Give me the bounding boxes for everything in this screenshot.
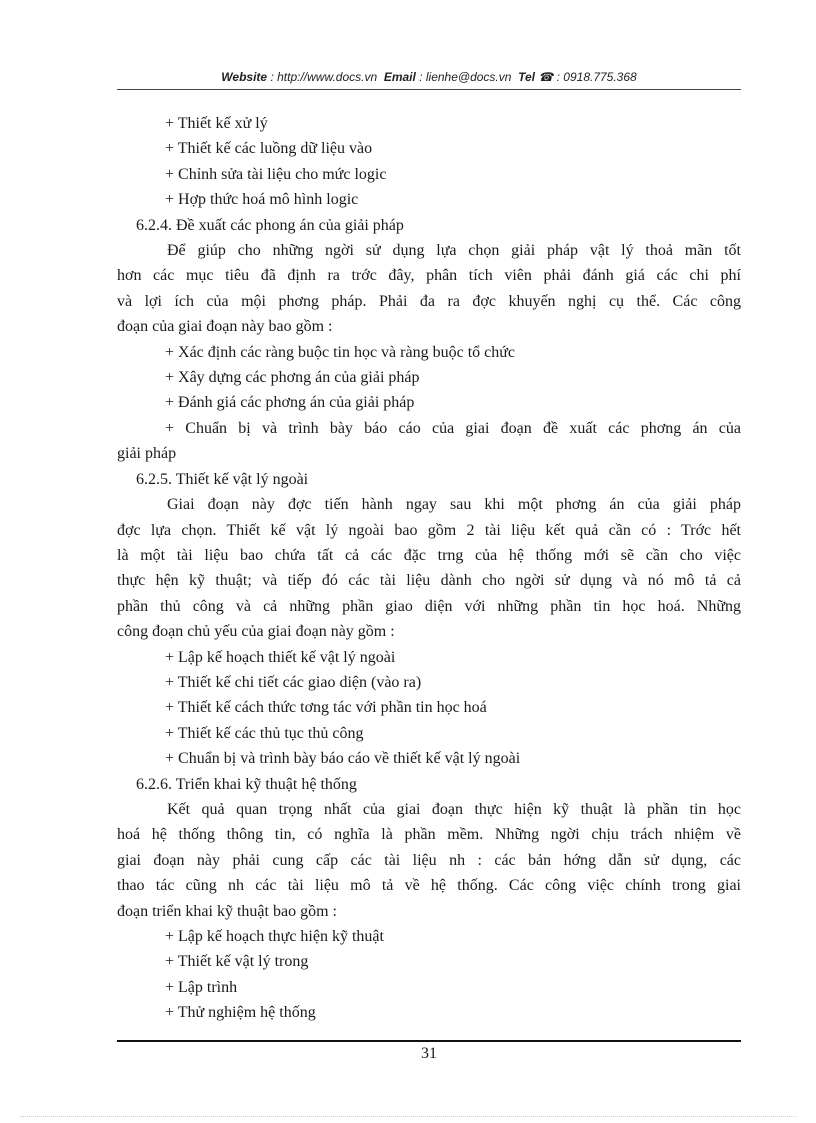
list-item: + Xây dựng các phơng án của giải pháp — [165, 369, 420, 387]
list-item: + Thiết kế chi tiết các giao diện (vào ra) — [165, 673, 422, 691]
email-label: Email — [383, 70, 416, 84]
paragraph-line: hơn các mục tiêu đã định ra trớc đây, phân tích viên phải đánh giá các chi phí — [117, 267, 741, 285]
section-heading: 6.2.6. Triển khai kỹ thuật hệ thống — [136, 775, 357, 793]
paragraph-line: hoá hệ thống thông tin, có nghĩa là phần mềm. Những ngời chịu trách nhiệm về — [117, 826, 741, 844]
paragraph-line: giải pháp — [117, 445, 177, 463]
paragraph-line: Kết quả quan trọng nhất của giai đoạn thực hiện kỹ thuật là phần tin học — [167, 800, 741, 818]
paragraph-line: phần thủ công và cả những phần giao diện với những phần tin học hoá. Những — [117, 597, 741, 615]
list-item: + Chuẩn bị và trình bày báo cáo của giai đoạn đề xuất các phơng án của — [165, 419, 741, 437]
list-item: + Lập trình — [165, 978, 238, 996]
list-item: + Hợp thức hoá mô hình logic — [165, 191, 359, 209]
section-heading: 6.2.5. Thiết kế vật lý ngoài — [136, 470, 309, 488]
list-item: + Chuẩn bị và trình bày báo cáo về thiết kế vật lý ngoài — [165, 750, 521, 768]
paragraph-line: thao tác cũng nh các tài liệu mô tả về hệ thống. Các công việc chính trong giai — [117, 877, 741, 895]
email-value: : lienhe@docs.vn — [419, 70, 512, 84]
page-header — [117, 70, 741, 84]
paragraph-line: công đoạn chủ yếu của giai đoạn này gồm : — [117, 623, 395, 641]
tel-value: ☎ : 0918.775.368 — [538, 70, 637, 84]
paragraph-line: và lợi ích của mội phơng pháp. Phải đa ra đợc khuyến nghị cụ thể. Các công — [117, 292, 741, 310]
list-item: + Đánh giá các phơng án của giải pháp — [165, 394, 415, 412]
page-bottom-dotted-rule — [20, 1116, 796, 1117]
paragraph-line: đợc lựa chọn. Thiết kế vật lý ngoài bao gồm 2 tài liệu kết quả cần có : Trớc hết — [117, 521, 741, 539]
list-item: + Thiết kế vật lý trong — [165, 953, 309, 971]
paragraph-line: Giai đoạn này đợc tiến hành ngay sau khi một phơng án của giải pháp — [167, 496, 741, 514]
list-item: + Thiết kế xử lý — [165, 115, 268, 132]
page-body — [117, 111, 741, 1026]
list-item: + Thử nghiệm hệ thống — [165, 1004, 316, 1022]
list-item: + Thiết kế cách thức tơng tác với phần tin học hoá — [165, 699, 487, 717]
list-item: + Lập kế hoạch thực hiện kỹ thuật — [165, 928, 384, 945]
website-label: Website — [221, 70, 268, 84]
footer-divider — [117, 1040, 741, 1042]
list-item: + Thiết kế các luồng dữ liệu vào — [165, 140, 373, 158]
section-heading: 6.2.4. Đề xuất các phong án của giải pháp — [136, 216, 404, 234]
paragraph-line: là một tài liệu bao chứa tất cả các đặc trng của hệ thống mới sẽ cần cho việc — [117, 546, 741, 564]
list-item: + Lập kế hoạch thiết kế vật lý ngoài — [165, 648, 396, 666]
website-value: : http://www.docs.vn — [270, 70, 378, 84]
list-item: + Xác định các ràng buộc tin học và ràng buộc tổ chức — [165, 343, 516, 361]
header-divider — [117, 89, 741, 90]
list-item: + Chỉnh sửa tài liệu cho mức logic — [165, 165, 387, 183]
list-item: + Thiết kế các thủ tục thủ công — [165, 724, 364, 742]
tel-label: Tel — [518, 70, 535, 84]
paragraph-line: Để giúp cho những ngời sử dụng lựa chọn giải pháp vật lý thoả mãn tốt — [167, 242, 741, 260]
paragraph-line: đoạn triển khai kỹ thuật bao gồm : — [117, 902, 337, 920]
page-number: 31 — [421, 1045, 437, 1062]
paragraph-line: giai đoạn này phải cung cấp các tài liệu nh : các bản hớng dẫn sử dụng, các — [117, 851, 741, 869]
paragraph-line: thực hện kỹ thuật; và tiếp đó các tài liệu dành cho ngời sử dụng và nó mô tả cả — [117, 572, 741, 590]
paragraph-line: đoạn của giai đoạn này bao gồm : — [117, 318, 333, 336]
